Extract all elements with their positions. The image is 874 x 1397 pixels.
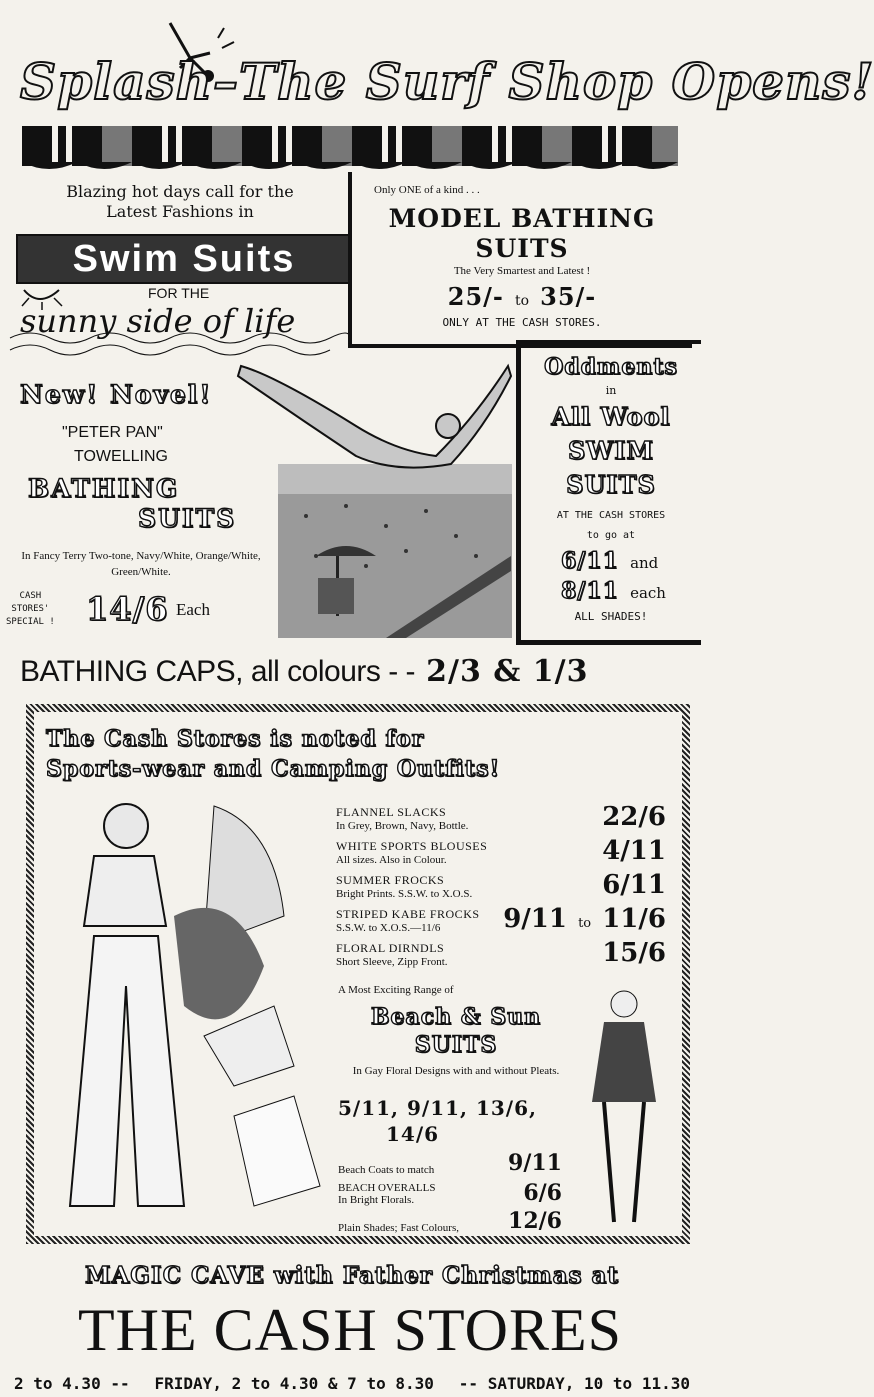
item-sub: S.S.W. to X.O.S.—11/6: [336, 922, 441, 934]
item-price-2: 11/6: [602, 904, 666, 934]
range-title-1: Beach & Sun: [370, 1004, 542, 1030]
magic-cave: MAGIC CAVE with Father Christmas at: [84, 1262, 620, 1289]
oddments-line5: SUITS: [566, 470, 656, 499]
peter-pan-price: 14/6: [86, 590, 169, 628]
model-price-from: 25/-: [447, 282, 504, 311]
extra-price: 6/6: [523, 1180, 562, 1206]
girl-illustration: [574, 982, 674, 1232]
model-title-1: MODEL BATHING: [388, 204, 656, 233]
item-price: 15/6: [602, 938, 666, 968]
diver-photo: [236, 356, 516, 638]
swimsuits-for-the: FOR THE: [148, 285, 210, 301]
item-name: FLORAL DIRNDLS: [336, 941, 445, 955]
extra-price: 12/6: [508, 1208, 562, 1234]
model-note: ONLY AT THE CASH STORES.: [442, 316, 602, 329]
store-hours-2: FRIDAY, 2 to 4.30 & 7 to 8.30: [154, 1374, 434, 1393]
range-intro: A Most Exciting Range of: [338, 984, 454, 996]
range-title-2: SUITS: [414, 1032, 498, 1058]
swimsuits-banner-text: Swim Suits: [72, 238, 296, 280]
peter-pan-heading: New! Novel!: [20, 380, 213, 409]
range-desc: In Gay Floral Designs with and without Pleats.: [352, 1065, 560, 1077]
fashion-illustration: [34, 786, 330, 1236]
extra-row: [338, 1152, 562, 1176]
headline-text: Splash–The Surf Shop Opens!: [20, 52, 874, 111]
oddments-line6: AT THE CASH STORES: [556, 510, 666, 521]
oddments-line4: SWIM: [567, 436, 655, 465]
headline: [20, 30, 874, 120]
peter-pan-line2: TOWELLING: [74, 448, 168, 465]
sportswear-box: [34, 712, 682, 1236]
oddments-price-1: 6/11: [561, 548, 619, 574]
oddments-line3: All Wool: [551, 402, 671, 431]
item-row: [336, 832, 666, 866]
model-price-to-word: to: [514, 293, 530, 309]
extra-row: [338, 1176, 562, 1206]
model-price-to: 35/-: [540, 282, 597, 311]
extra-name: BEACH OVERALLS: [338, 1182, 436, 1194]
item-price-to: to: [578, 916, 592, 931]
item-row: [336, 866, 666, 900]
oddments-line2: in: [605, 384, 617, 397]
peter-pan-line3: BATHING: [28, 474, 180, 503]
item-price: 6/11: [602, 870, 666, 900]
peter-pan-line4: SUITS: [138, 504, 237, 533]
model-prices: [352, 282, 692, 311]
model-subtitle: The Very Smartest and Latest !: [453, 265, 591, 277]
peter-pan-special-1: CASH: [19, 591, 42, 601]
swimsuits-tagline: sunny side of life: [20, 302, 296, 340]
item-sub: Bright Prints. S.S.W. to X.O.S.: [336, 888, 473, 900]
oddments-each: each: [630, 584, 666, 602]
peter-pan-special-2: STORES': [11, 604, 50, 614]
store-hours-1: 2 to 4.30 --: [14, 1374, 130, 1393]
item-sub: All sizes. Also in Colour.: [336, 854, 447, 866]
item-sub: Short Sleeve, Zipp Front.: [336, 956, 448, 968]
store-name: THE CASH STORES: [78, 1297, 622, 1363]
oddments-footer: ALL SHADES!: [574, 610, 648, 623]
peter-pan-line1: "PETER PAN": [62, 424, 163, 441]
model-title-2: SUITS: [475, 234, 569, 263]
model-panel: [348, 172, 692, 348]
awning: [22, 126, 678, 166]
oddments-line7: to go at: [586, 530, 636, 541]
extra-name: Beach Coats to match: [338, 1164, 435, 1176]
model-intro: Only ONE of a kind . . .: [374, 184, 480, 196]
waves-icon: [10, 328, 350, 356]
swimsuits-panel: [10, 178, 348, 356]
store-hours-3: -- SATURDAY, 10 to 11.30: [458, 1374, 690, 1393]
range-prices-2: 14/6: [386, 1122, 440, 1146]
sportswear-heading-1: The Cash Stores is noted for: [46, 726, 425, 752]
item-name: SUMMER FROCKS: [336, 873, 445, 887]
oddments-price-row-1: [561, 548, 681, 574]
bathing-caps-label: BATHING CAPS, all colours - -: [20, 655, 416, 688]
extra-name: Plain Shades; Fast Colours,: [338, 1222, 460, 1234]
item-row: [336, 934, 666, 968]
extra-sub: In Bright Florals.: [338, 1194, 415, 1206]
bathing-caps-prices: 2/3 & 1/3: [426, 654, 589, 689]
peter-pan-special: [6, 590, 55, 629]
store-hours: [14, 1374, 690, 1393]
oddments-and: and: [630, 554, 659, 572]
item-name: FLANNEL SLACKS: [336, 805, 447, 819]
peter-pan-description: In Fancy Terry Two-tone, Navy/White, Orange/White, Green/White.: [21, 550, 261, 578]
range-extras: [338, 1152, 562, 1234]
item-price: 4/11: [602, 836, 666, 866]
item-name: WHITE SPORTS BLOUSES: [336, 839, 488, 853]
item-row: [336, 798, 666, 832]
sportswear-heading-2: Sports-wear and Camping Outfits!: [46, 756, 501, 782]
bathing-caps-line: [20, 654, 690, 698]
peter-pan-each: Each: [176, 600, 210, 619]
item-price: 22/6: [602, 802, 666, 832]
sportswear-items: [336, 798, 666, 968]
oddments-line1: Oddments: [544, 354, 678, 380]
oddments-price-2: 8/11: [561, 578, 619, 604]
extra-price: 9/11: [508, 1150, 562, 1176]
range-prices-1: 5/11, 9/11, 13/6,: [338, 1096, 537, 1120]
extra-row: [338, 1206, 562, 1234]
peter-pan-special-3: SPECIAL !: [6, 617, 55, 627]
item-sub: In Grey, Brown, Navy, Bottle.: [336, 820, 469, 832]
item-name: STRIPED KABE FROCKS: [336, 907, 480, 921]
item-price: 9/11: [503, 904, 567, 934]
swimsuits-banner: [16, 234, 352, 284]
swimsuits-intro: Blazing hot days call for the Latest Fashions in: [66, 182, 294, 221]
item-row: [336, 900, 666, 934]
oddments-panel: [516, 340, 701, 645]
oddments-price-row-2: [561, 578, 691, 604]
peter-pan-panel: [0, 368, 276, 640]
